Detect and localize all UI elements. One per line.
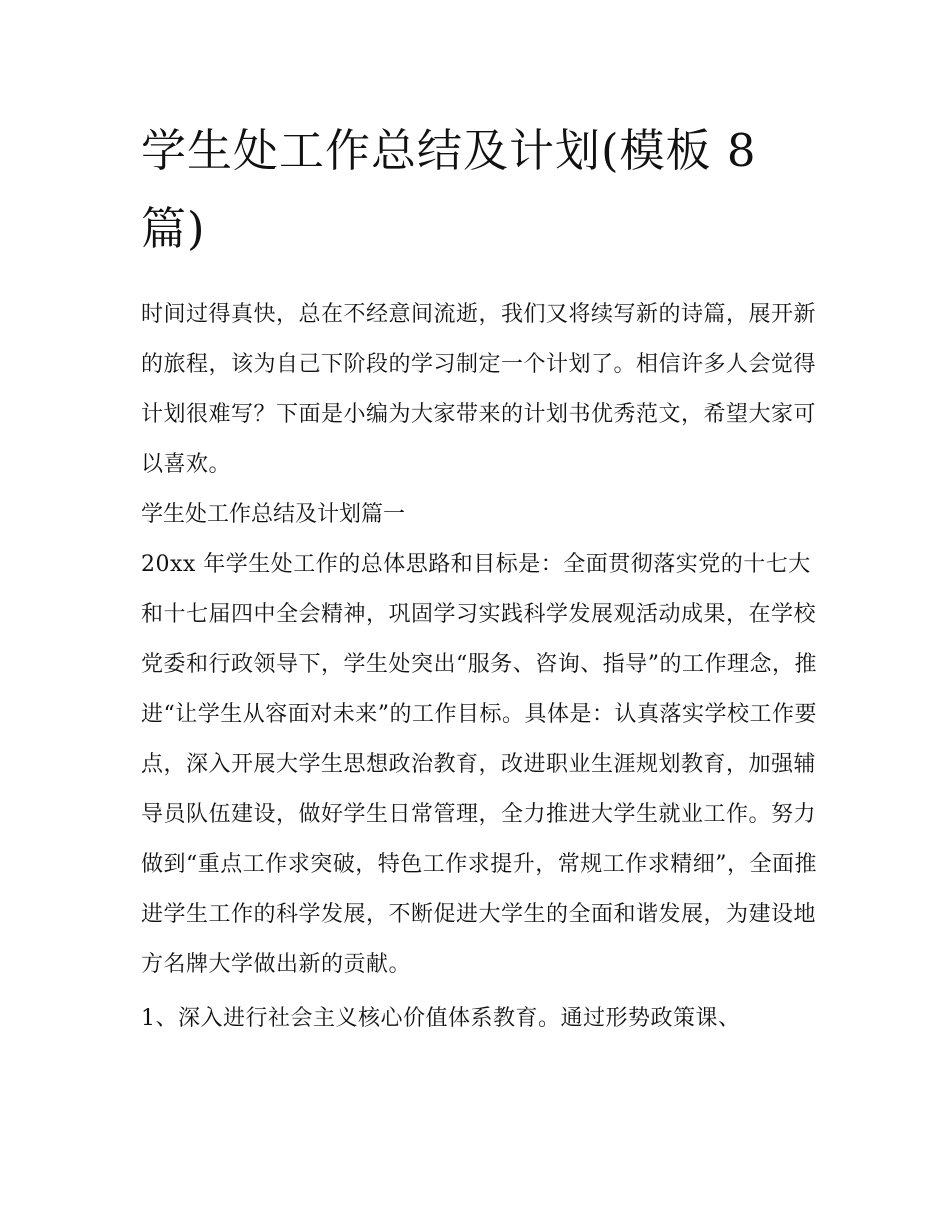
document-page <box>141 112 821 1044</box>
section-heading: 学生处工作总结及计划篇一 <box>141 502 406 527</box>
intro-paragraph: 时间过得真快，总在不经意间流逝，我们又将续写新的诗篇，展开新的旅程，该为自己下阶段的学习制定一个计划了。相信许多人会觉得计划很难写？下面是小编为大家带来的计划书优秀范文，希望大家可以喜欢。 <box>141 302 817 477</box>
body-paragraph-1: 20xx 年学生处工作的总体思路和目标是：全面贯彻落实党的十七大和十七届四中全会精神，巩固学习实践科学发展观活动成果，在学校党委和行政领导下，学生处突出“服务、咨询、指导”的工作理念，推进“让学生从容面对未来”的工作目标。具体是：认真落实学校工作要点，深入开展大学生思想政治教育，改进职业生涯规划教育，加强辅导员队伍建设，做好学生日常管理，全力推进大学生就业工作。努力做到“重点工作求突破，特色工作求提升，常规工作求精细”，全面推进学生工作的科学发展，不断促进大学生的全面和谐发展，为建设地方名牌大学做出新的贡献。 <box>141 552 817 977</box>
document-title: 学生处工作总结及计划(模板 8 篇) <box>141 124 757 255</box>
body-paragraph-2: 1、深入进行社会主义核心价值体系教育。通过形势政策课、 <box>141 1006 741 1031</box>
